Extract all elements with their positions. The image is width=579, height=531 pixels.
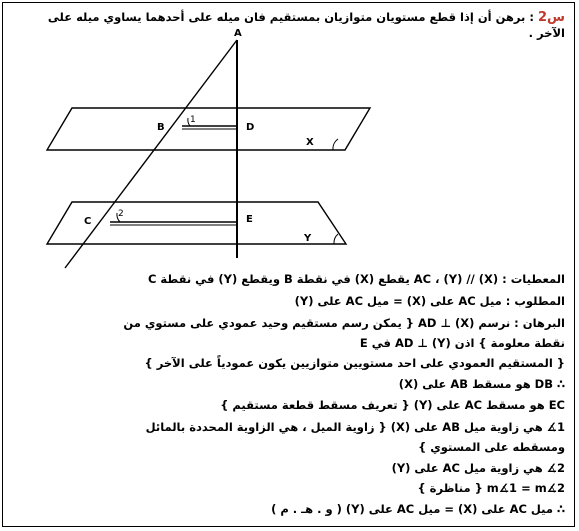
label-b: B xyxy=(157,122,165,133)
label-c: C xyxy=(84,216,92,227)
question-text-continued: الآخر . xyxy=(528,26,565,40)
label-y: Y xyxy=(304,233,312,244)
question-line-1 xyxy=(48,10,565,25)
plane-y xyxy=(47,202,346,244)
proof-line-7: ومسقطه على المستوي } xyxy=(418,440,565,454)
proof-line-8: 2∡ هي زاوية ميل AC على (Y) xyxy=(391,461,565,475)
label-a: A xyxy=(234,28,242,39)
label-two: 2 xyxy=(118,209,124,219)
question-text: : برهن أن إذا قطع مستويان متوازيان بمستقيم فان ميله على أحدهما يساوي ميله على xyxy=(47,10,534,24)
label-one: 1 xyxy=(190,115,196,125)
proof-line-4: ∴ DB هو مسقط AB على (X) xyxy=(398,377,565,391)
required-line: المطلوب : ميل AC على (X) = ميل AC على (Y) xyxy=(294,294,565,308)
plane-x-corner-arc xyxy=(333,139,338,150)
proof-line-3: { المستقيم العمودي على احد مستويين متوازيين يكون عمودياً على الآخر } xyxy=(144,356,565,370)
proof-line-9: m∡1 = m∡2 { مناظرة } xyxy=(417,481,565,495)
proof-line-10: ∴ ميل AC على (X) = ميل AC على (Y) ( و . هـ . م ) xyxy=(271,502,565,516)
proof-line-5: EC هو مسقط AC على (Y) { تعريف مسقط قطعة مستقيم } xyxy=(220,398,565,412)
question-line-2 xyxy=(529,26,565,40)
label-e: E xyxy=(246,214,253,225)
slant-line-ac xyxy=(65,40,237,268)
proof-line-6: 1∡ هي زاوية ميل AB على (X) { زاوية الميل ، هي الزاوية المحددة بالمائل xyxy=(145,420,565,434)
given-line: المعطيات : (X) // (Y) ، AC يقطع (X) في نقطة B ويقطع (Y) في نقطة C xyxy=(147,272,565,286)
question-number: س2 xyxy=(538,10,565,25)
proof-line-1: البرهان : نرسم (X) ⊥ AD { يمكن رسم مستقيم وحيد عمودي على مستوي من xyxy=(123,316,565,330)
label-x: X xyxy=(306,137,314,148)
plane-y-corner-arc xyxy=(334,234,338,244)
label-d: D xyxy=(246,122,255,133)
proof-line-2: نقطة معلومة } اذن (Y) ⊥ AD في E xyxy=(359,336,565,350)
